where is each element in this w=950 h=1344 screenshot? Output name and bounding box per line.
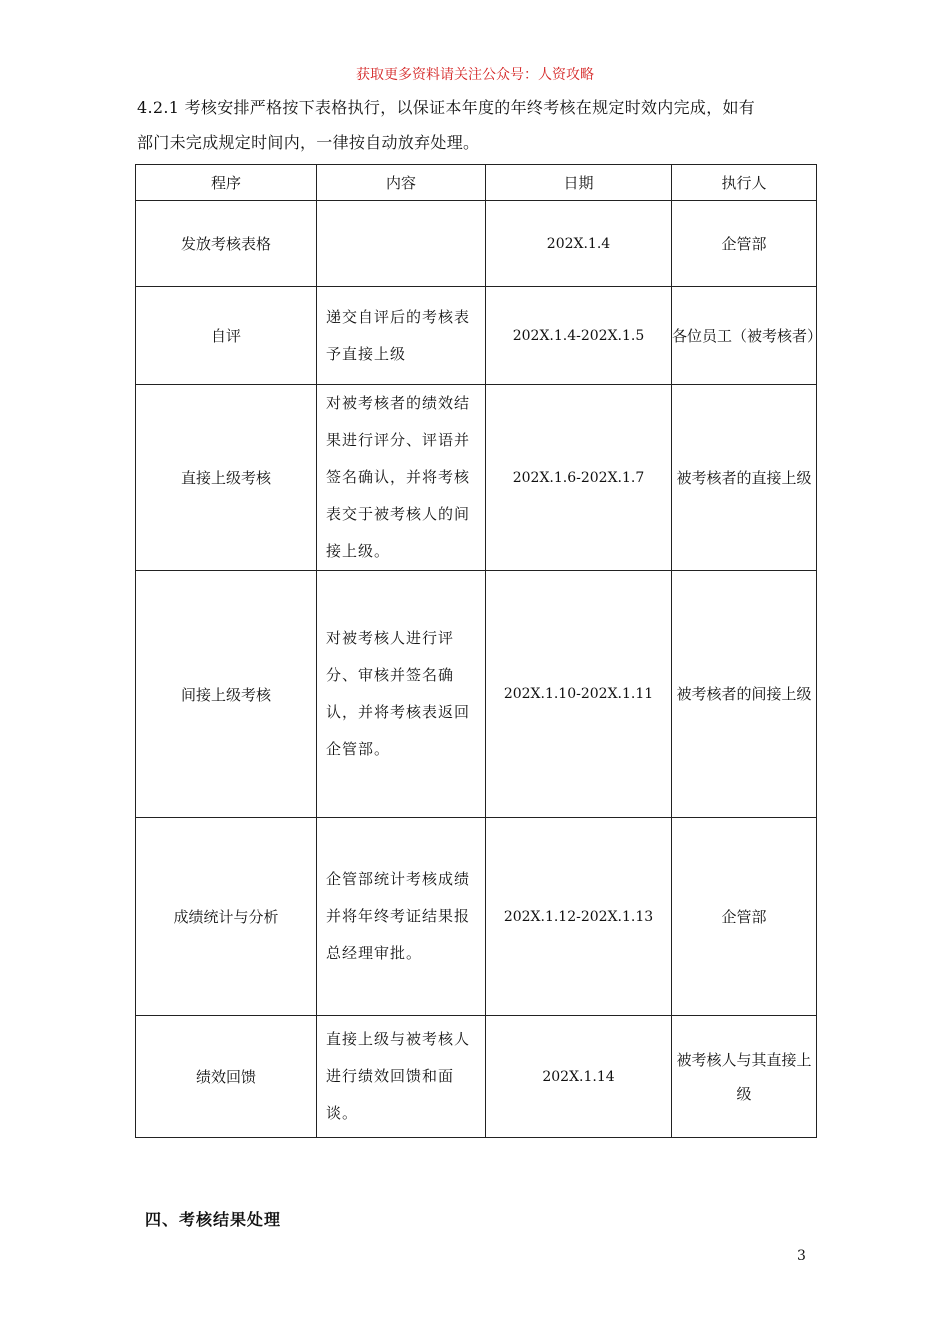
cell-procedure: 自评 [136, 287, 317, 385]
header-date: 日期 [486, 165, 672, 201]
cell-procedure: 绩效回馈 [136, 1016, 317, 1138]
cell-executor: 企管部 [672, 818, 817, 1016]
cell-date: 202X.1.14 [486, 1016, 672, 1138]
table-row [136, 385, 817, 571]
section-title: 四、考核结果处理 [145, 1210, 282, 1229]
cell-date: 202X.1.4 [486, 201, 672, 287]
cell-procedure: 直接上级考核 [136, 385, 317, 571]
intro-line-1: 4.2.1 考核安排严格按下表格执行，以保证本年度的年终考核在规定时效内完成，如有 [137, 98, 756, 117]
intro-paragraph [137, 90, 817, 160]
cell-content: 对被考核者的绩效结果进行评分、评语并签名确认，并将考核表交于被考核人的间接上级。 [317, 385, 486, 571]
cell-executor: 各位员工（被考核者） [672, 287, 817, 385]
page-number: 3 [797, 1248, 806, 1264]
header-executor: 执行人 [672, 165, 817, 201]
cell-date: 202X.1.4-202X.1.5 [486, 287, 672, 385]
table-row [136, 818, 817, 1016]
header-procedure: 程序 [136, 165, 317, 201]
cell-content: 企管部统计考核成绩并将年终考证结果报总经理审批。 [317, 818, 486, 1016]
header-content: 内容 [317, 165, 486, 201]
table-row [136, 1016, 817, 1138]
cell-content: 直接上级与被考核人进行绩效回馈和面谈。 [317, 1016, 486, 1138]
table-header-row [136, 165, 817, 201]
cell-date: 202X.1.6-202X.1.7 [486, 385, 672, 571]
table-row [136, 571, 817, 818]
cell-content [317, 201, 486, 287]
table-row [136, 287, 817, 385]
cell-date: 202X.1.12-202X.1.13 [486, 818, 672, 1016]
header-notice: 获取更多资料请关注公众号：人资攻略 [356, 67, 594, 83]
cell-procedure: 成绩统计与分析 [136, 818, 317, 1016]
cell-content: 递交自评后的考核表予直接上级 [317, 287, 486, 385]
cell-procedure: 间接上级考核 [136, 571, 317, 818]
schedule-table [135, 164, 823, 1138]
cell-executor: 被考核者的直接上级 [672, 385, 817, 571]
cell-content: 对被考核人进行评分、审核并签名确认，并将考核表返回企管部。 [317, 571, 486, 818]
table-row [136, 201, 817, 287]
cell-executor: 被考核者的间接上级 [672, 571, 817, 818]
cell-executor: 企管部 [672, 201, 817, 287]
intro-line-2: 部门未完成规定时间内，一律按自动放弃处理。 [137, 133, 480, 152]
cell-date: 202X.1.10-202X.1.11 [486, 571, 672, 818]
cell-procedure: 发放考核表格 [136, 201, 317, 287]
cell-executor: 被考核人与其直接上级 [672, 1016, 817, 1138]
